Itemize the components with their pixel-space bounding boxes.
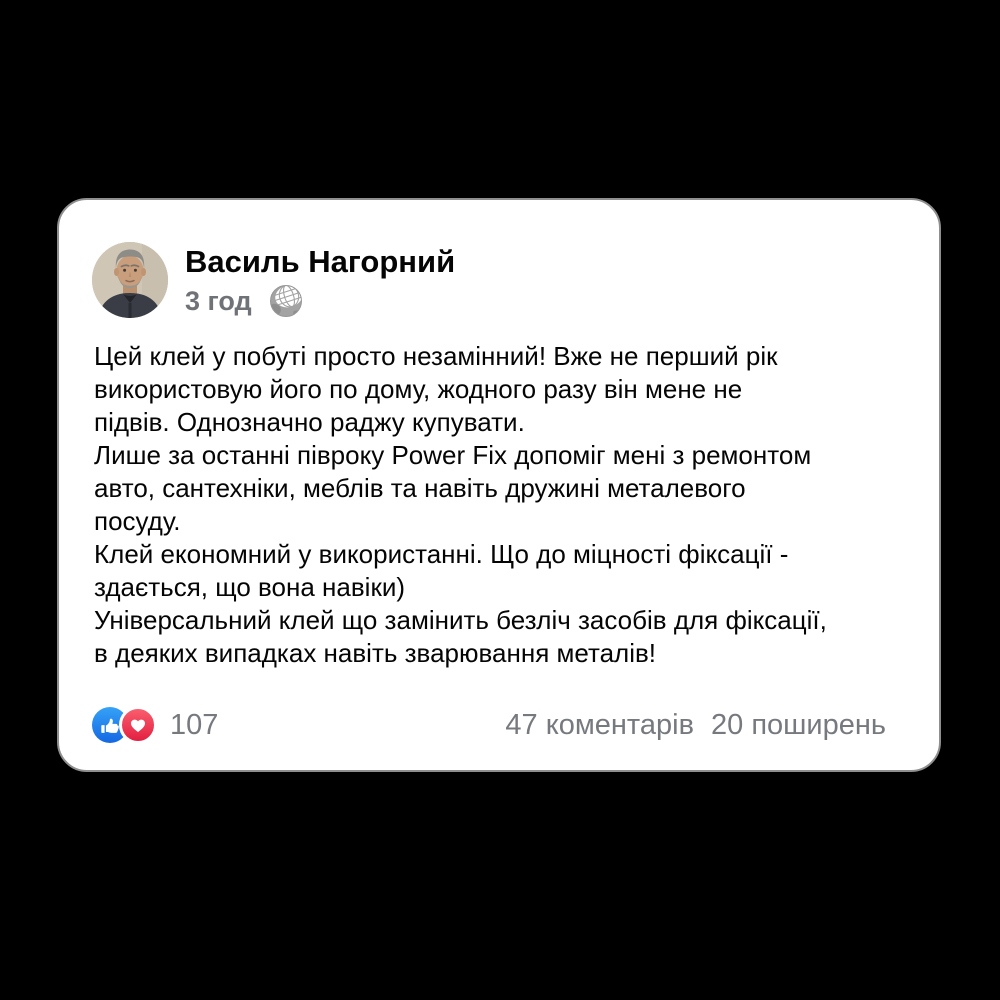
avatar[interactable] bbox=[92, 242, 168, 318]
post-text-line: Цей клей у побуті просто незамінний! Вже не перший рік bbox=[94, 341, 778, 371]
post-text bbox=[94, 340, 827, 670]
reactions-summary bbox=[92, 704, 218, 746]
shares-count[interactable]: 20 поширень bbox=[711, 708, 886, 741]
post-text-line: підвів. Однозначно раджу купувати. bbox=[94, 407, 525, 437]
post-text-line: в деяких випадках навіть зварювання металів! bbox=[94, 638, 657, 668]
post-text-line: Лише за останні півроку Power Fix допоміг мені з ремонтом bbox=[94, 440, 812, 470]
post-text-line: Універсальний клей що замінить безліч засобів для фіксації, bbox=[94, 605, 827, 635]
author-name[interactable]: Василь Нагорний bbox=[185, 244, 456, 279]
post-text-line: Клей економний у використанні. Що до міцності фіксації - bbox=[94, 539, 789, 569]
man-portrait-illustration bbox=[92, 242, 168, 318]
thumbs-up-glyph bbox=[100, 715, 121, 736]
post-text-line: посуду. bbox=[94, 506, 181, 536]
facebook-post-card bbox=[57, 198, 941, 772]
heart-glyph bbox=[128, 715, 148, 735]
love-reaction-icon[interactable] bbox=[119, 706, 157, 744]
post-stats bbox=[505, 704, 886, 746]
post-text-line: авто, сантехніки, меблів та навіть дружині металевого bbox=[94, 473, 746, 503]
reaction-count[interactable]: 107 bbox=[170, 708, 219, 741]
post-timestamp[interactable]: 3 год bbox=[185, 285, 252, 316]
globe-public-icon bbox=[268, 283, 304, 319]
post-meta-row bbox=[185, 282, 304, 320]
post-text-line: використовую його по дому, жодного разу він мене не bbox=[94, 374, 743, 404]
post-text-line: здається, що вона навіки) bbox=[94, 572, 405, 602]
comments-count[interactable]: 47 коментарів bbox=[505, 708, 694, 741]
